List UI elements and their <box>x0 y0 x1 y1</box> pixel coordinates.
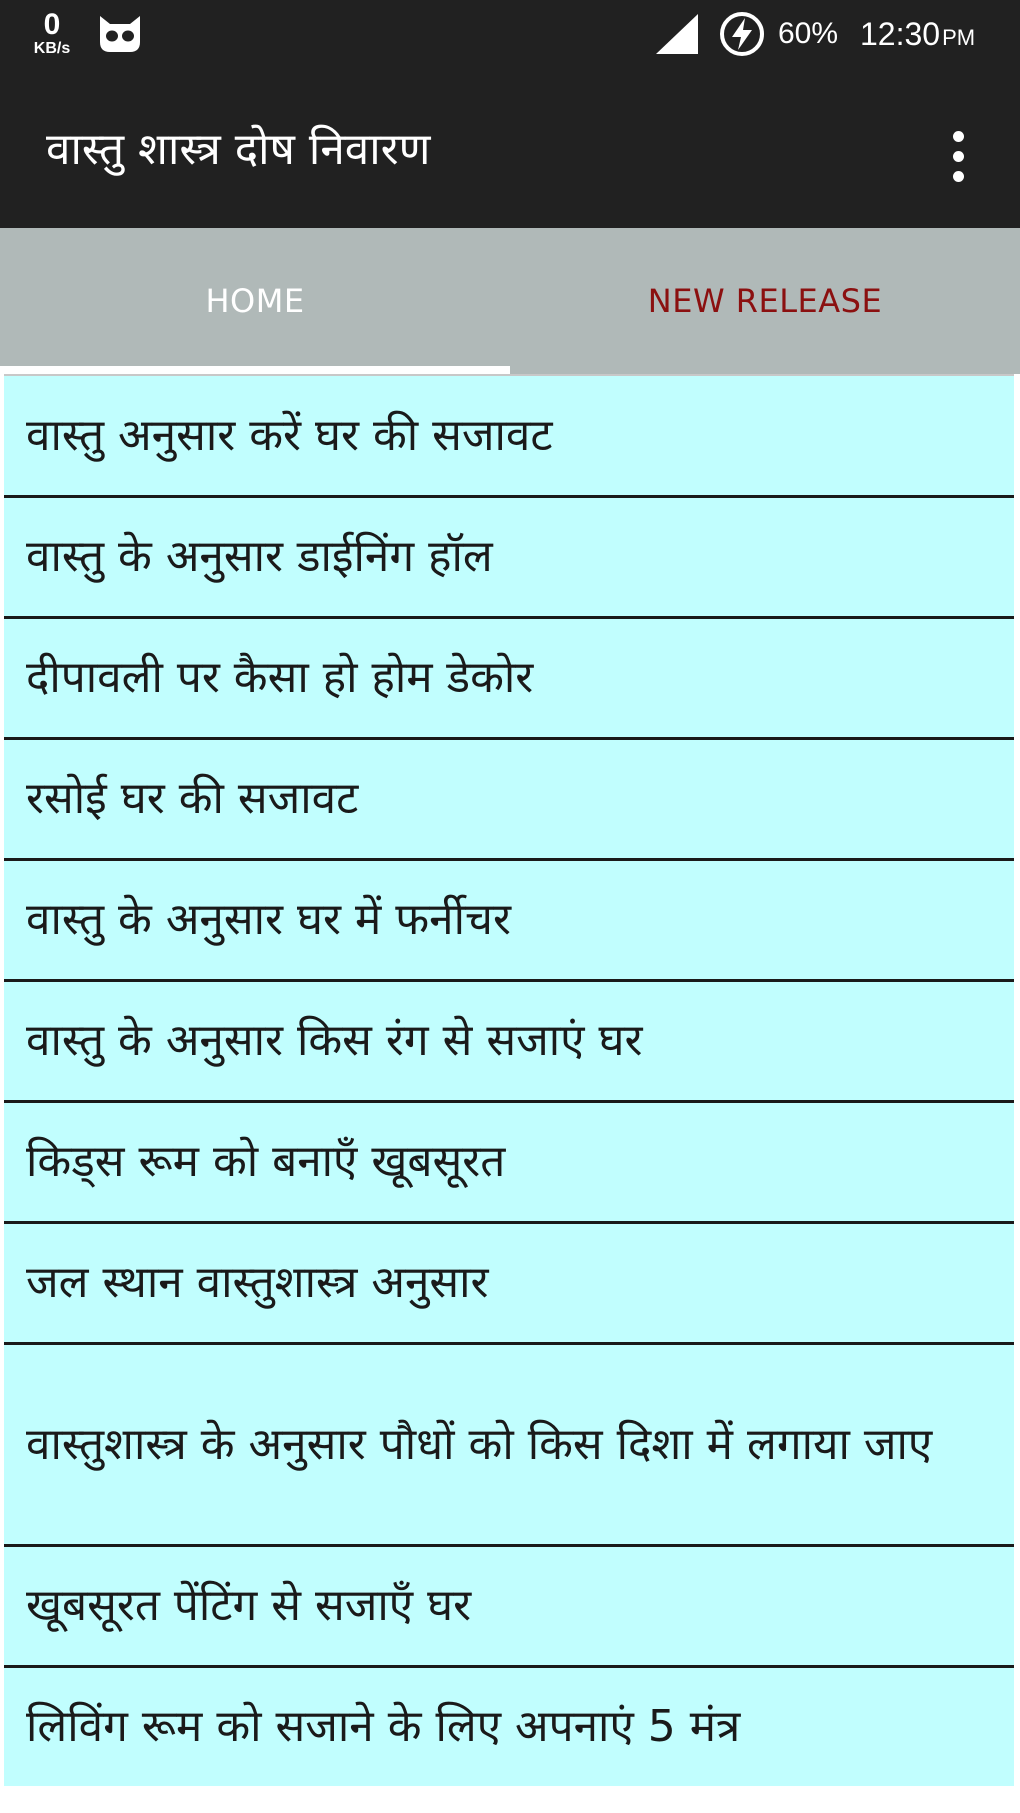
network-speed-unit: KB/s <box>33 40 71 57</box>
battery-charging-icon <box>718 10 766 58</box>
list-item[interactable] <box>4 979 1014 1100</box>
list-item[interactable] <box>4 737 1014 858</box>
overflow-menu-icon[interactable] <box>930 120 986 192</box>
list-item[interactable] <box>4 374 1014 495</box>
list-item[interactable] <box>4 1544 1014 1665</box>
list-item[interactable] <box>4 1100 1014 1221</box>
list-item[interactable] <box>4 616 1014 737</box>
list-item[interactable] <box>4 858 1014 979</box>
list-item-label: खूबसूरत पेंटिंग से सजाएँ घर <box>26 1580 472 1631</box>
list-item[interactable] <box>4 1665 1014 1786</box>
cat-notification-icon <box>96 14 144 54</box>
app-title: वास्तु शास्त्र दोष निवारण <box>46 124 431 175</box>
clock-time: 12:30 <box>860 16 941 52</box>
overflow-dot <box>953 171 964 182</box>
status-clock <box>860 14 975 58</box>
list-item[interactable] <box>4 495 1014 616</box>
list-item-label: दीपावली पर कैसा हो होम डेकोर <box>26 652 534 703</box>
list-item-label: रसोई घर की सजावट <box>26 773 359 824</box>
tab-selected-indicator <box>0 366 510 374</box>
network-speed-indicator <box>24 10 80 57</box>
battery-percent: 60% <box>778 17 839 50</box>
list-item-label: किड्स रूम को बनाएँ खूबसूरत <box>26 1136 506 1187</box>
list-item-label: लिविंग रूम को सजाने के लिए अपनाएं 5 मंत्र <box>26 1701 741 1752</box>
tab-home[interactable]: HOME <box>205 282 305 320</box>
clock-ampm: PM <box>942 25 976 50</box>
list-item-label: वास्तु के अनुसार किस रंग से सजाएं घर <box>26 1015 643 1066</box>
list-item[interactable] <box>4 1221 1014 1342</box>
cell-signal-icon <box>654 12 700 56</box>
app-bar <box>0 84 1020 228</box>
article-list[interactable] <box>0 374 1020 1813</box>
tab-new-release[interactable]: NEW RELEASE <box>647 282 883 320</box>
network-speed-value: 0 <box>43 8 61 41</box>
list-item-label: वास्तुशास्त्र के अनुसार पौधों को किस दिशा में लगाया जाए <box>26 1418 933 1470</box>
list-item-label: वास्तु के अनुसार घर में फर्नीचर <box>26 894 511 945</box>
overflow-dot <box>953 131 964 142</box>
list-item-label: वास्तु अनुसार करें घर की सजावट <box>26 409 553 461</box>
list-item-label: वास्तु के अनुसार डाईनिंग हॉल <box>26 531 493 582</box>
status-bar <box>0 0 1020 84</box>
overflow-dot <box>953 151 964 162</box>
tab-bar <box>0 228 1020 374</box>
list-item[interactable] <box>4 1342 1014 1544</box>
list-item-label: जल स्थान वास्तुशास्त्र अनुसार <box>26 1257 489 1308</box>
